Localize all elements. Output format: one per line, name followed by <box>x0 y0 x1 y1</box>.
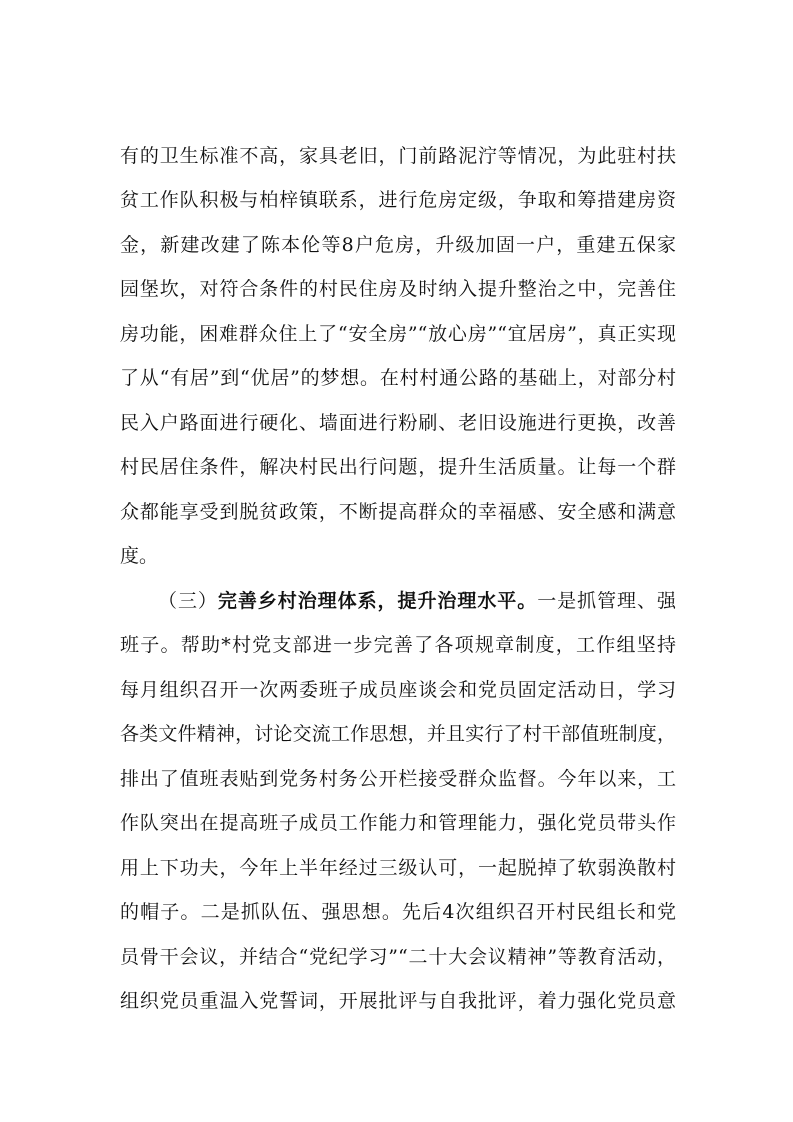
paragraph-line: 的帽子。二是抓队伍、强思想。先后4次组织召开村民组长和党 <box>120 901 676 923</box>
section-number: （三） <box>158 590 218 612</box>
section-heading: 完善乡村治理体系，提升治理水平。 <box>217 590 538 612</box>
paragraph-line: 作队突出在提高班子成员工作能力和管理能力，强化党员带头作 <box>120 812 676 834</box>
paragraph-line: 各类文件精神，讨论交流工作思想，并且实行了村干部值班制度， <box>120 723 676 745</box>
section-heading-line <box>158 586 676 616</box>
paragraph-line: 村民居住条件，解决村民出行问题，提升生活质量。让每一个群 <box>120 456 676 478</box>
paragraph-line: 房功能，困难群众住上了“安全房”“放心房”“宜居房”，真正实现 <box>120 323 676 345</box>
paragraph-line: 有的卫生标准不高，家具老旧，门前路泥泞等情况，为此驻村扶 <box>120 145 676 167</box>
paragraph-line: 贫工作队积极与柏梓镇联系，进行危房定级，争取和筹措建房资 <box>120 189 676 211</box>
paragraph-line: 了从“有居”到“优居”的梦想。在村村通公路的基础上，对部分村 <box>120 367 676 389</box>
paragraph-line: 度。 <box>120 545 159 567</box>
paragraph-line: 员骨干会议，并结合“党纪学习”“二十大会议精神”等教育活动， <box>120 946 676 968</box>
section-text: 一是抓管理、强 <box>537 590 676 612</box>
paragraph-line: 排出了值班表贴到党务村务公开栏接受群众监督。今年以来，工 <box>120 768 676 790</box>
paragraph-line: 每月组织召开一次两委班子成员座谈会和党员固定活动日，学习 <box>120 679 676 701</box>
paragraph-line: 金，新建改建了陈本伦等8户危房，升级加固一户，重建五保家 <box>120 234 676 256</box>
paragraph-line: 民入户路面进行硬化、墙面进行粉刷、老旧设施进行更换，改善 <box>120 412 676 434</box>
paragraph-line: 众都能享受到脱贫政策，不断提高群众的幸福感、安全感和满意 <box>120 501 676 523</box>
paragraph-line: 园堡坎，对符合条件的村民住房及时纳入提升整治之中，完善住 <box>120 278 676 300</box>
paragraph-line: 班子。帮助*村党支部进一步完善了各项规章制度，工作组坚持 <box>120 634 676 656</box>
paragraph-line: 组织党员重温入党誓词，开展批评与自我批评，着力强化党员意 <box>120 990 676 1012</box>
paragraph-line: 用上下功夫，今年上半年经过三级认可，一起脱掉了软弱涣散村 <box>120 857 676 879</box>
